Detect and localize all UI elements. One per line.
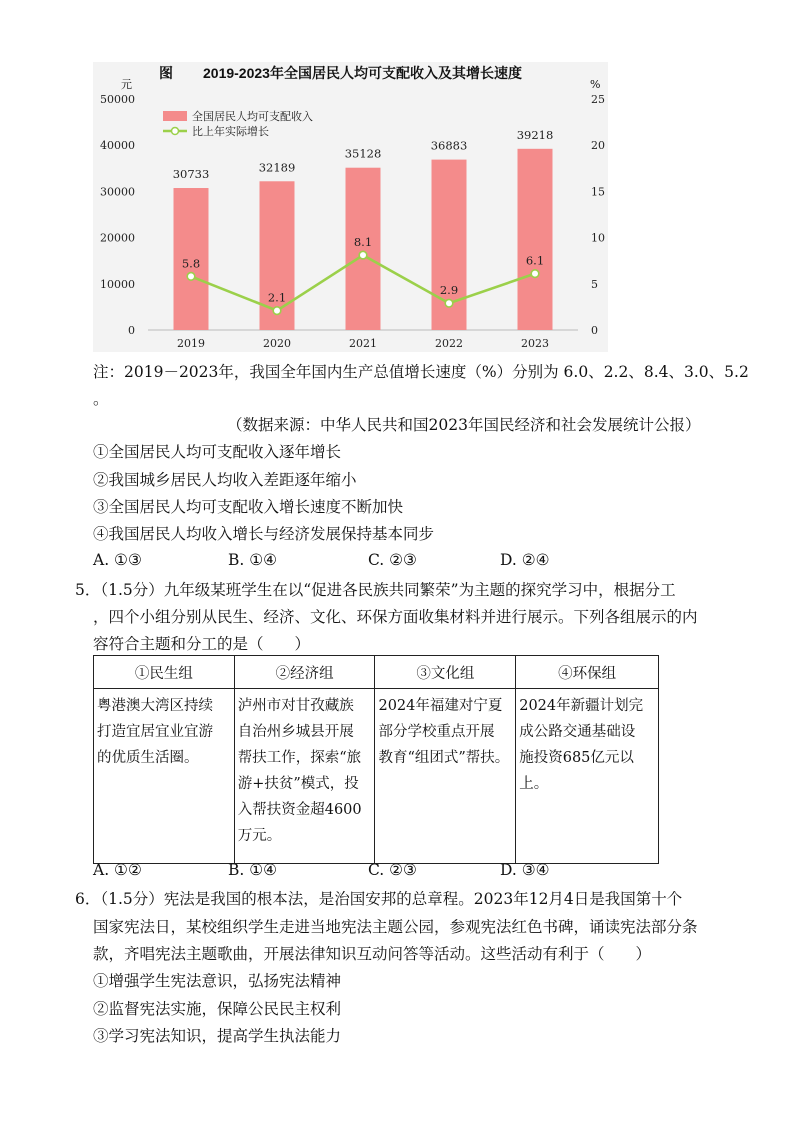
q4-statement-2: ②我国城乡居民人均收入差距逐年缩小 bbox=[93, 471, 357, 489]
table-row bbox=[94, 689, 659, 864]
cell-line: 的优质生活圈。 bbox=[97, 750, 199, 766]
q4-option-a[interactable]: A. ①③ bbox=[93, 551, 142, 569]
cell-line: 教育“组团式”帮扶。 bbox=[378, 750, 510, 766]
cell-line: 成公路交通基础设 bbox=[519, 724, 636, 740]
q5-stem-line-3: 容符合主题和分工的是（ ） bbox=[93, 635, 311, 653]
growth-rate-point-2021 bbox=[359, 251, 367, 259]
income-chart bbox=[93, 62, 608, 352]
x-axis-tick-label: 2021 bbox=[349, 337, 377, 350]
cell-line: 施投资685亿元以 bbox=[519, 750, 634, 766]
legend-bar-swatch bbox=[163, 111, 187, 121]
right-axis-unit: % bbox=[590, 78, 601, 91]
q5-groups-table bbox=[93, 655, 659, 864]
cell-culture bbox=[375, 689, 516, 864]
growth-rate-point-2019 bbox=[187, 273, 195, 281]
growth-rate-value-label: 2.9 bbox=[439, 283, 459, 298]
x-axis-tick-label: 2022 bbox=[435, 337, 463, 350]
chart-note: 注：2019－2023年，我国全年国内生产总值增长速度（%）分别为 6.0、2.2、8.4、3.0、5.2 bbox=[93, 363, 749, 381]
growth-rate-value-label: 5.8 bbox=[181, 256, 201, 271]
table-header-row bbox=[94, 656, 659, 689]
cell-line: 帮扶工作，探索“旅 bbox=[237, 750, 362, 766]
q4-statement-4: ④我国居民人均收入增长与经济发展保持基本同步 bbox=[93, 525, 435, 543]
left-axis-tick-label: 40000 bbox=[100, 139, 135, 153]
cell-line: 2024年福建对宁夏 bbox=[378, 698, 503, 714]
x-axis-tick-label: 2023 bbox=[521, 337, 549, 350]
cell-line: 2024年新疆计划完 bbox=[519, 698, 644, 714]
cell-economy bbox=[234, 689, 375, 864]
q6-statement-1: ①增强学生宪法意识，弘扬宪法精神 bbox=[93, 972, 342, 990]
right-axis-tick-label: 25 bbox=[591, 93, 605, 106]
x-axis-tick-label: 2019 bbox=[177, 337, 205, 350]
q4-statement-1: ①全国居民人均可支配收入逐年增长 bbox=[93, 443, 342, 461]
left-axis-tick-label: 10000 bbox=[100, 277, 135, 291]
chart-note-tail: 。 bbox=[93, 390, 109, 408]
cell-line: 游+扶贫”模式，投 bbox=[237, 776, 359, 792]
header-livelihood-group: ①民生组 bbox=[94, 656, 235, 689]
q6-stem-line-2: 国家宪法日，某校组织学生走进当地宪法主题公园，参观宪法红色书碑，诵读宪法部分条 bbox=[93, 918, 698, 936]
header-environment-group: ④环保组 bbox=[516, 656, 659, 689]
right-axis-tick-label: 5 bbox=[591, 277, 598, 291]
income-bar-value-label: 35128 bbox=[344, 146, 382, 161]
q4-statement-3: ③全国居民人均可支配收入增长速度不断加快 bbox=[93, 498, 404, 516]
legend-bar-label: 全国居民人均可支配收入 bbox=[192, 110, 313, 123]
cell-line: 打造宜居宜业宜游 bbox=[97, 724, 213, 740]
income-chart-svg bbox=[93, 62, 608, 352]
q4-option-d[interactable]: D. ②④ bbox=[500, 551, 550, 569]
cell-line: 泸州市对甘孜藏族 bbox=[237, 698, 354, 714]
cell-environment bbox=[516, 689, 659, 864]
chart-legend bbox=[163, 109, 313, 138]
cell-line: 粤港澳大湾区持续 bbox=[97, 698, 213, 714]
q5-option-a[interactable]: A. ①② bbox=[93, 861, 142, 879]
growth-rate-point-2022 bbox=[445, 299, 453, 307]
income-bar-value-label: 39218 bbox=[516, 127, 554, 142]
right-axis-tick-label: 15 bbox=[591, 185, 605, 199]
growth-rate-value-label: 6.1 bbox=[525, 253, 545, 268]
left-axis-tick-label: 0 bbox=[128, 324, 135, 337]
q6-statement-3: ③学习宪法知识，提高学生执法能力 bbox=[93, 1027, 342, 1045]
left-axis-tick-label: 50000 bbox=[100, 93, 135, 106]
income-bar-2023 bbox=[518, 149, 553, 330]
q5-option-d[interactable]: D. ③④ bbox=[500, 861, 550, 879]
cell-livelihood bbox=[94, 689, 235, 864]
right-axis-tick-label: 20 bbox=[591, 139, 605, 153]
x-axis-tick-label: 2020 bbox=[263, 337, 291, 350]
left-axis-unit: 元 bbox=[121, 78, 132, 91]
q6-stem-line-1: 6．（1.5分）宪法是我国的根本法，是治国安邦的总章程。2023年12月4日是我国第十个 bbox=[75, 890, 683, 908]
cell-line: 自治州乡城县开展 bbox=[237, 724, 354, 740]
growth-rate-point-2023 bbox=[531, 270, 539, 278]
q5-stem-line-2: ，四个小组分别从民生、经济、文化、环保方面收集材料并进行展示。下列各组展示的内 bbox=[93, 608, 698, 626]
q5-option-c[interactable]: C. ②③ bbox=[368, 861, 417, 879]
income-bar-value-label: 36883 bbox=[430, 138, 468, 153]
income-bar-value-label: 32189 bbox=[258, 160, 296, 175]
legend-line-marker bbox=[172, 128, 179, 135]
cell-line: 万元。 bbox=[237, 828, 282, 844]
left-axis-tick-label: 30000 bbox=[100, 185, 135, 199]
growth-rate-value-label: 2.1 bbox=[267, 290, 287, 305]
chart-title-prefix: 图 bbox=[159, 65, 173, 81]
q6-stem-line-3: 款，齐唱宪法主题歌曲，开展法律知识互动问答等活动。这些活动有利于（ ） bbox=[93, 945, 652, 963]
q4-option-c[interactable]: C. ②③ bbox=[368, 551, 417, 569]
q4-option-b[interactable]: B. ①④ bbox=[228, 551, 278, 569]
data-source: （数据来源：中华人民共和国2023年国民经济和社会发展统计公报） bbox=[227, 416, 701, 434]
q5-option-b[interactable]: B. ①④ bbox=[228, 861, 278, 879]
cell-line: 上。 bbox=[519, 776, 549, 792]
legend-line-label: 比上年实际增长 bbox=[192, 125, 269, 138]
growth-rate-point-2020 bbox=[273, 307, 281, 315]
cell-line: 部分学校重点开展 bbox=[378, 724, 495, 740]
header-culture-group: ③文化组 bbox=[375, 656, 516, 689]
cell-line: 入帮扶资金超4600 bbox=[237, 802, 362, 818]
income-bar-value-label: 30733 bbox=[172, 167, 210, 182]
header-economy-group: ②经济组 bbox=[234, 656, 375, 689]
left-axis-tick-label: 20000 bbox=[100, 231, 135, 245]
chart-title: 2019-2023年全国居民人均可支配收入及其增长速度 bbox=[203, 65, 522, 81]
growth-rate-value-label: 8.1 bbox=[353, 235, 373, 250]
right-axis-tick-label: 0 bbox=[591, 324, 598, 337]
q5-stem-line-1: 5．（1.5分）九年级某班学生在以“促进各民族共同繁荣”为主题的探究学习中，根据分工 bbox=[75, 581, 676, 599]
right-axis-tick-label: 10 bbox=[591, 231, 605, 245]
q6-statement-2: ②监督宪法实施，保障公民民主权利 bbox=[93, 1000, 342, 1018]
